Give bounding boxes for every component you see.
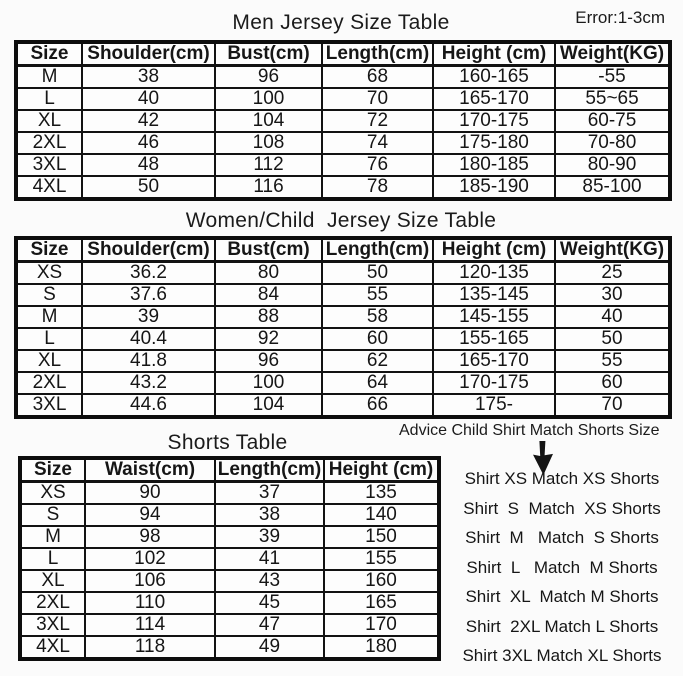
table-cell: XS bbox=[16, 262, 82, 285]
table-cell: 55 bbox=[555, 350, 670, 372]
table-cell: 155 bbox=[324, 548, 439, 570]
column-header: Bust(cm) bbox=[215, 42, 322, 66]
table-cell: M bbox=[16, 306, 82, 328]
header-row bbox=[16, 42, 670, 66]
table-cell: 145-155 bbox=[433, 306, 555, 328]
table-cell: 4XL bbox=[16, 176, 82, 199]
table-cell: 140 bbox=[324, 504, 439, 526]
table-cell: 68 bbox=[322, 66, 433, 89]
table-row bbox=[16, 88, 670, 110]
table-cell: 2XL bbox=[16, 372, 82, 394]
table-cell: 41 bbox=[215, 548, 324, 570]
advice-item: Shirt XS Match XS Shorts bbox=[464, 469, 660, 488]
table-cell: 43.2 bbox=[82, 372, 215, 394]
table-cell: XL bbox=[16, 350, 82, 372]
table-cell: 46 bbox=[82, 132, 215, 154]
table-cell: 150 bbox=[324, 526, 439, 548]
shorts-size-table bbox=[18, 456, 441, 661]
table-cell: 76 bbox=[322, 154, 433, 176]
table-cell: 78 bbox=[322, 176, 433, 199]
table-cell: 180 bbox=[324, 636, 439, 659]
table-cell: 88 bbox=[215, 306, 322, 328]
table-cell: 96 bbox=[215, 66, 322, 89]
table-cell: 40.4 bbox=[82, 328, 215, 350]
table-cell: 43 bbox=[215, 570, 324, 592]
table-row bbox=[16, 110, 670, 132]
table-cell: 165-170 bbox=[433, 350, 555, 372]
column-header: Height (cm) bbox=[433, 238, 555, 262]
table-cell: 49 bbox=[215, 636, 324, 659]
table-cell: 70 bbox=[555, 394, 670, 417]
advice-item: Shirt S Match XS Shorts bbox=[463, 498, 661, 518]
table-cell: 37 bbox=[215, 482, 324, 505]
table-row bbox=[20, 482, 439, 505]
table-cell: 55 bbox=[322, 284, 433, 306]
table-cell: 39 bbox=[82, 306, 215, 328]
column-header: Bust(cm) bbox=[215, 238, 322, 262]
table-cell: XS bbox=[20, 482, 85, 505]
column-header: Height (cm) bbox=[324, 458, 439, 482]
column-header: Weight(KG) bbox=[555, 238, 670, 262]
table-cell: 38 bbox=[82, 66, 215, 89]
table-cell: 48 bbox=[82, 154, 215, 176]
table-cell: 175-180 bbox=[433, 132, 555, 154]
advice-item: Shirt L Match M Shorts bbox=[466, 557, 658, 577]
table-cell: 30 bbox=[555, 284, 670, 306]
table-row bbox=[16, 394, 670, 417]
table-row bbox=[20, 548, 439, 570]
table-cell: 60 bbox=[322, 328, 433, 350]
advice-item: Shirt 3XL Match XL Shorts bbox=[462, 646, 662, 665]
table-cell: 50 bbox=[322, 262, 433, 285]
table-cell: 40 bbox=[555, 306, 670, 328]
column-header: Length(cm) bbox=[215, 458, 324, 482]
shirt-shorts-match-list bbox=[443, 464, 681, 671]
table-cell: 94 bbox=[85, 504, 215, 526]
table-row bbox=[20, 614, 439, 636]
table-cell: 135-145 bbox=[433, 284, 555, 306]
table-cell: 42 bbox=[82, 110, 215, 132]
table-cell: 2XL bbox=[16, 132, 82, 154]
table-cell: 85-100 bbox=[555, 176, 670, 199]
men-jersey-size-table bbox=[14, 40, 672, 201]
table-row bbox=[20, 592, 439, 614]
table-cell: 3XL bbox=[16, 394, 82, 417]
table-cell: 120-135 bbox=[433, 262, 555, 285]
table-row bbox=[16, 284, 670, 306]
table-cell: 135 bbox=[324, 482, 439, 505]
column-header: Size bbox=[20, 458, 85, 482]
table-cell: 60 bbox=[555, 372, 670, 394]
table-cell: 90 bbox=[85, 482, 215, 505]
table-cell: 114 bbox=[85, 614, 215, 636]
table-cell: 36.2 bbox=[82, 262, 215, 285]
table-row bbox=[16, 132, 670, 154]
table-row bbox=[16, 154, 670, 176]
table-cell: 110 bbox=[85, 592, 215, 614]
table-cell: XL bbox=[16, 110, 82, 132]
table-cell: 55~65 bbox=[555, 88, 670, 110]
table-cell: 60-75 bbox=[555, 110, 670, 132]
column-header: Waist(cm) bbox=[85, 458, 215, 482]
table-cell: 72 bbox=[322, 110, 433, 132]
table-row bbox=[16, 66, 670, 89]
table-cell: 70 bbox=[322, 88, 433, 110]
table-row bbox=[16, 328, 670, 350]
column-header: Shoulder(cm) bbox=[82, 42, 215, 66]
table-cell: 64 bbox=[322, 372, 433, 394]
table-cell: 25 bbox=[555, 262, 670, 285]
table-cell: 104 bbox=[215, 110, 322, 132]
table-cell: 92 bbox=[215, 328, 322, 350]
column-header: Weight(KG) bbox=[555, 42, 670, 66]
table-cell: 165-170 bbox=[433, 88, 555, 110]
table-cell: 80 bbox=[215, 262, 322, 285]
table-cell: 100 bbox=[215, 88, 322, 110]
table-cell: 116 bbox=[215, 176, 322, 199]
table-cell: M bbox=[16, 66, 82, 89]
table-cell: -55 bbox=[555, 66, 670, 89]
table-cell: 112 bbox=[215, 154, 322, 176]
table-row bbox=[20, 570, 439, 592]
table-cell: 180-185 bbox=[433, 154, 555, 176]
column-header: Length(cm) bbox=[322, 42, 433, 66]
table-cell: 50 bbox=[82, 176, 215, 199]
table-row bbox=[20, 526, 439, 548]
table-cell: 3XL bbox=[20, 614, 85, 636]
table-cell: 58 bbox=[322, 306, 433, 328]
advice-item: Shirt XL Match M Shorts bbox=[465, 587, 659, 606]
table-row bbox=[16, 350, 670, 372]
table-cell: 118 bbox=[85, 636, 215, 659]
table-cell: 2XL bbox=[20, 592, 85, 614]
header-row bbox=[16, 238, 670, 262]
table-cell: 44.6 bbox=[82, 394, 215, 417]
table-cell: 170-175 bbox=[433, 110, 555, 132]
table-cell: 170-175 bbox=[433, 372, 555, 394]
table-cell: L bbox=[16, 328, 82, 350]
shorts-table-title: Shorts Table bbox=[167, 431, 288, 454]
column-header: Length(cm) bbox=[322, 238, 433, 262]
table-row bbox=[16, 372, 670, 394]
table-cell: 38 bbox=[215, 504, 324, 526]
column-header: Size bbox=[16, 238, 82, 262]
table-cell: 41.8 bbox=[82, 350, 215, 372]
table-cell: 4XL bbox=[20, 636, 85, 659]
table-cell: S bbox=[16, 284, 82, 306]
table-cell: 185-190 bbox=[433, 176, 555, 199]
table-cell: 165 bbox=[324, 592, 439, 614]
column-header: Height (cm) bbox=[433, 42, 555, 66]
column-header: Shoulder(cm) bbox=[82, 238, 215, 262]
table-cell: L bbox=[20, 548, 85, 570]
table-cell: 108 bbox=[215, 132, 322, 154]
table-row bbox=[20, 504, 439, 526]
table-cell: 70-80 bbox=[555, 132, 670, 154]
table-cell: 170 bbox=[324, 614, 439, 636]
table-cell: 47 bbox=[215, 614, 324, 636]
table-cell: 80-90 bbox=[555, 154, 670, 176]
table-row bbox=[16, 262, 670, 285]
table-cell: S bbox=[20, 504, 85, 526]
table-cell: M bbox=[20, 526, 85, 548]
advice-title: Advice Child Shirt Match Shorts Size bbox=[399, 422, 660, 439]
advice-item: Shirt M Match S Shorts bbox=[465, 528, 659, 547]
table-cell: 84 bbox=[215, 284, 322, 306]
table-cell: 155-165 bbox=[433, 328, 555, 350]
table-cell: 160 bbox=[324, 570, 439, 592]
table-cell: 39 bbox=[215, 526, 324, 548]
header-row bbox=[20, 458, 439, 482]
table-row bbox=[16, 306, 670, 328]
table-cell: 37.6 bbox=[82, 284, 215, 306]
table-row bbox=[20, 636, 439, 659]
table-cell: 74 bbox=[322, 132, 433, 154]
table-cell: XL bbox=[20, 570, 85, 592]
table-cell: 3XL bbox=[16, 154, 82, 176]
table-cell: 102 bbox=[85, 548, 215, 570]
table-cell: 96 bbox=[215, 350, 322, 372]
women-table-title: Women/Child Jersey Size Table bbox=[185, 209, 497, 232]
measurement-error-note: Error:1-3cm bbox=[575, 8, 665, 27]
table-cell: 104 bbox=[215, 394, 322, 417]
table-cell: 50 bbox=[555, 328, 670, 350]
table-cell: 66 bbox=[322, 394, 433, 417]
table-cell: 45 bbox=[215, 592, 324, 614]
table-cell: 98 bbox=[85, 526, 215, 548]
table-row bbox=[16, 176, 670, 199]
table-cell: 106 bbox=[85, 570, 215, 592]
column-header: Size bbox=[16, 42, 82, 66]
table-cell: L bbox=[16, 88, 82, 110]
table-cell: 40 bbox=[82, 88, 215, 110]
table-cell: 175- bbox=[433, 394, 555, 417]
women-child-jersey-size-table bbox=[14, 236, 672, 419]
table-cell: 160-165 bbox=[433, 66, 555, 89]
men-table-title: Men Jersey Size Table bbox=[232, 11, 450, 34]
table-cell: 62 bbox=[322, 350, 433, 372]
advice-item: Shirt 2XL Match L Shorts bbox=[465, 616, 659, 636]
table-cell: 100 bbox=[215, 372, 322, 394]
